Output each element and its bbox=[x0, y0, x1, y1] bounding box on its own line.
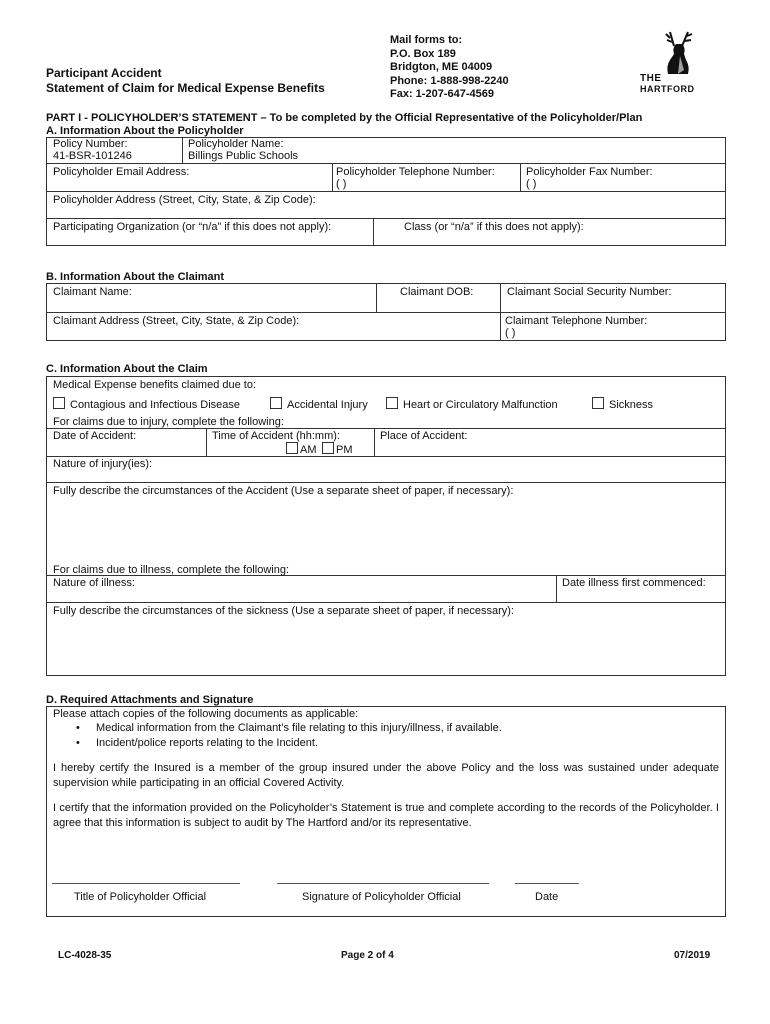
policyholder-phone-label: Policyholder Telephone Number: bbox=[336, 166, 495, 178]
option-accidental-injury-text: Accidental Injury bbox=[287, 399, 368, 411]
attachment-text: Incident/police reports relating to the Incident. bbox=[96, 737, 318, 749]
date-signature-line[interactable] bbox=[515, 883, 579, 884]
attach-intro: Please attach copies of the following documents as applicable: bbox=[53, 708, 359, 720]
section-b-heading: B. Information About the Claimant bbox=[46, 271, 225, 283]
claimant-dob-field[interactable]: Claimant DOB: bbox=[400, 286, 474, 298]
injury-intro: For claims due to injury, complete the following: bbox=[53, 416, 284, 428]
claimant-name-field[interactable]: Claimant Name: bbox=[53, 286, 132, 298]
logo-text-the: THE bbox=[640, 73, 662, 84]
mail-line: P.O. Box 189 bbox=[390, 47, 456, 60]
accident-time-field[interactable]: Time of Accident (hh:mm): bbox=[212, 430, 340, 442]
am-text: AM bbox=[300, 444, 317, 456]
certify-membership: I hereby certify the Insured is a member of the group insured under the above Policy and the loss was sustained under adequate supervision while participating in an official Covered Activity. bbox=[53, 762, 719, 789]
participating-org-field[interactable]: Participating Organization (or “n/a” if this does not apply): bbox=[53, 221, 332, 233]
describe-sickness-field[interactable]: Fully describe the circumstances of the sickness (Use a separate sheet of paper, if necessary): bbox=[53, 605, 514, 617]
checkbox-heart[interactable] bbox=[386, 397, 398, 409]
describe-accident-field[interactable]: Fully describe the circumstances of the Accident (Use a separate sheet of paper, if necessary): bbox=[53, 485, 514, 497]
am-option[interactable] bbox=[286, 442, 317, 457]
part1-heading: PART I - POLICYHOLDER’S STATEMENT – To be completed by the Official Representative of the Policyholder/Plan bbox=[46, 112, 643, 124]
pm-text: PM bbox=[336, 444, 353, 456]
option-contagious-text: Contagious and Infectious Disease bbox=[70, 399, 240, 411]
pm-option[interactable] bbox=[322, 442, 353, 457]
nature-illness-field[interactable]: Nature of illness: bbox=[53, 577, 135, 589]
checkbox-pm[interactable] bbox=[322, 442, 334, 454]
option-sickness[interactable] bbox=[592, 397, 653, 412]
signature-line[interactable] bbox=[277, 883, 489, 884]
accident-date-field[interactable]: Date of Accident: bbox=[53, 430, 137, 442]
option-contagious[interactable] bbox=[53, 397, 240, 412]
form-code: LC-4028-35 bbox=[58, 950, 112, 961]
mail-line: Bridgton, ME 04009 bbox=[390, 61, 493, 73]
mail-line: Phone: 1-888-998-2240 bbox=[390, 74, 509, 87]
hartford-logo bbox=[640, 26, 702, 96]
option-sickness-text: Sickness bbox=[609, 399, 654, 411]
attachment-item bbox=[76, 722, 502, 735]
section-d-heading: D. Required Attachments and Signature bbox=[46, 694, 254, 706]
claimant-phone-label: Claimant Telephone Number: bbox=[505, 315, 648, 327]
title-signature-line[interactable] bbox=[52, 883, 240, 884]
accident-place-field[interactable]: Place of Accident: bbox=[380, 430, 468, 442]
revision-date: 07/2019 bbox=[674, 950, 711, 961]
policyholder-address-field[interactable]: Policyholder Address (Street, City, State, & Zip Code): bbox=[53, 194, 316, 206]
bullet-icon: • bbox=[76, 722, 80, 734]
form-title-line2: Statement of Claim for Medical Expense Benefits bbox=[46, 81, 325, 95]
section-a-heading: A. Information About the Policyholder bbox=[46, 125, 244, 137]
claimant-address-field[interactable]: Claimant Address (Street, City, State, & Zip Code): bbox=[53, 315, 300, 327]
attachment-text: Medical information from the Claimant’s file relating to this injury/illness, if available. bbox=[96, 722, 502, 734]
option-heart[interactable] bbox=[386, 397, 558, 412]
option-heart-text: Heart or Circulatory Malfunction bbox=[403, 399, 558, 411]
policyholder-fax-field[interactable]: ( ) bbox=[526, 178, 537, 190]
stag-logo-icon bbox=[640, 26, 702, 78]
class-field[interactable]: Class (or “n/a” if this does not apply): bbox=[404, 221, 584, 233]
checkbox-accidental-injury[interactable] bbox=[270, 397, 282, 409]
certify-accuracy: I certify that the information provided on the Policyholder’s Statement is true and complete according to the records of the Policyholder. I agree that this information is subject to audit by The Hartford and/or its representative. bbox=[53, 802, 719, 829]
mailing-address bbox=[390, 34, 509, 102]
checkbox-am[interactable] bbox=[286, 442, 298, 454]
title-official-label: Title of Policyholder Official bbox=[74, 891, 207, 903]
policyholder-email-field[interactable]: Policyholder Email Address: bbox=[53, 166, 190, 178]
signature-official-label: Signature of Policyholder Official bbox=[302, 891, 461, 903]
section-c-heading: C. Information About the Claim bbox=[46, 363, 208, 375]
policyholder-name-field[interactable]: Billings Public Schools bbox=[188, 150, 299, 162]
form-title-line1: Participant Accident bbox=[46, 66, 162, 80]
claimant-phone-field[interactable]: ( ) bbox=[505, 327, 516, 339]
policy-number-label: Policy Number: bbox=[53, 138, 128, 150]
policy-number-field[interactable]: 41-BSR-101246 bbox=[53, 150, 132, 162]
mail-line: Fax: 1-207-647-4569 bbox=[390, 88, 494, 100]
date-label: Date bbox=[535, 891, 559, 903]
policyholder-phone-field[interactable]: ( ) bbox=[336, 178, 347, 190]
bullet-icon: • bbox=[76, 737, 80, 749]
policyholder-fax-label: Policyholder Fax Number: bbox=[526, 166, 653, 178]
claimant-ssn-field[interactable]: Claimant Social Security Number: bbox=[507, 286, 672, 298]
page-number: Page 2 of 4 bbox=[341, 950, 394, 961]
attachment-item bbox=[76, 737, 318, 750]
checkbox-sickness[interactable] bbox=[592, 397, 604, 409]
illness-intro: For claims due to illness, complete the following: bbox=[53, 564, 289, 576]
illness-date-field[interactable]: Date illness first commenced: bbox=[562, 577, 706, 589]
policyholder-name-label: Policyholder Name: bbox=[188, 138, 284, 150]
logo-text-hartford: HARTFORD bbox=[640, 84, 695, 94]
nature-injury-field[interactable]: Nature of injury(ies): bbox=[53, 458, 153, 470]
claim-due-to-label: Medical Expense benefits claimed due to: bbox=[53, 379, 257, 391]
checkbox-contagious[interactable] bbox=[53, 397, 65, 409]
option-accidental-injury[interactable] bbox=[270, 397, 368, 412]
mail-line: Mail forms to: bbox=[390, 34, 463, 46]
